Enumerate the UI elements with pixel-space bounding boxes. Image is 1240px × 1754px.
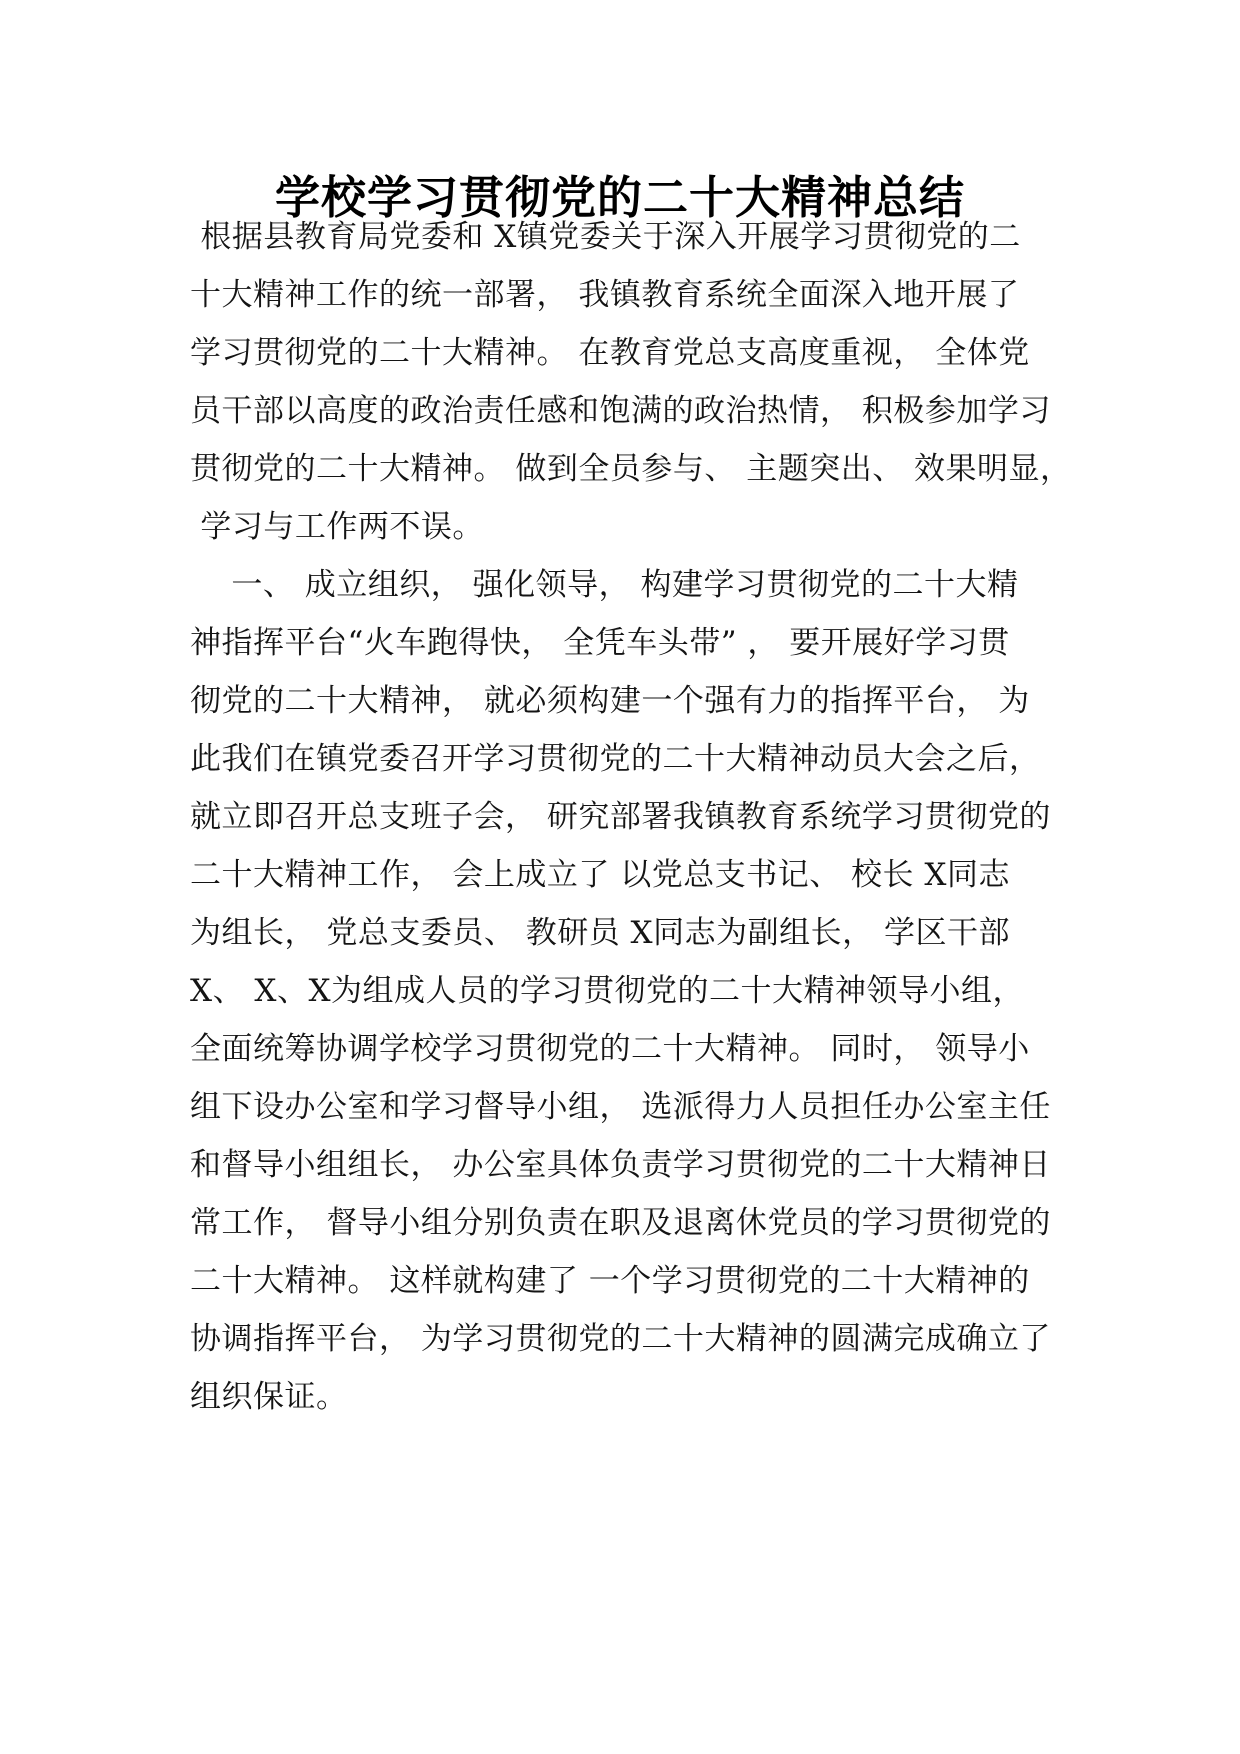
body-line: 贯彻党的二十大精神。 做到全员参与、 主题突出、 效果明显， [190,451,1072,487]
body-line: 十大精神工作的统一部署， 我镇教育系统全面深入地开展了 [190,277,1020,313]
body-line: 和督导小组组长， 办公室具体负责学习贯彻党的二十大精神日 [190,1147,1051,1183]
body-line: 学习与工作两不误。 [190,509,484,545]
body-line: 就立即召开总支班子会， 研究部署我镇教育系统学习贯彻党的 [190,799,1051,835]
body-line: 常工作， 督导小组分别负责在职及退离休党员的学习贯彻党的 [190,1205,1051,1241]
body-line: 神指挥平台“火车跑得快， 全凭车头带” ， 要开展好学习贯 [190,625,1010,661]
body-line: 员干部以高度的政治责任感和饱满的政治热情， 积极参加学习 [190,393,1051,429]
body-line: 为组长， 党总支委员、 教研员 X同志为副组长， 学区干部 [190,915,1010,951]
body-line: 组下设办公室和学习督导小组， 选派得力人员担任办公室主任 [190,1089,1051,1125]
body-line: 组织保证。 [190,1379,348,1415]
body-line: 二十大精神。 这样就构建了 一个学习贯彻党的二十大精神的 [190,1263,1030,1299]
body-line: 全面统筹协调学校学习贯彻党的二十大精神。 同时， 领导小 [190,1031,1030,1067]
body-line: 此我们在镇党委召开学习贯彻党的二十大精神动员大会之后， [190,741,1041,777]
document-title: 学校学习贯彻党的二十大精神总结 [274,171,965,224]
body-line: 二十大精神工作， 会上成立了 以党总支书记、 校长 X同志 [190,857,1010,893]
body-line: 协调指挥平台， 为学习贯彻党的二十大精神的圆满完成确立了 [190,1321,1051,1357]
body-line: 彻党的二十大精神， 就必须构建一个强有力的指挥平台， 为 [190,683,1030,719]
body-line: 一、 成立组织， 强化领导， 构建学习贯彻党的二十大精 [190,567,1019,603]
body-line: 学习贯彻党的二十大精神。 在教育党总支高度重视， 全体党 [190,335,1030,371]
body-line: X、 X、X为组成人员的学习贯彻党的二十大精神领导小组， [190,973,1025,1009]
body-line: 根据县教育局党委和 X镇党委关于深入开展学习贯彻党的二 [190,219,1021,255]
